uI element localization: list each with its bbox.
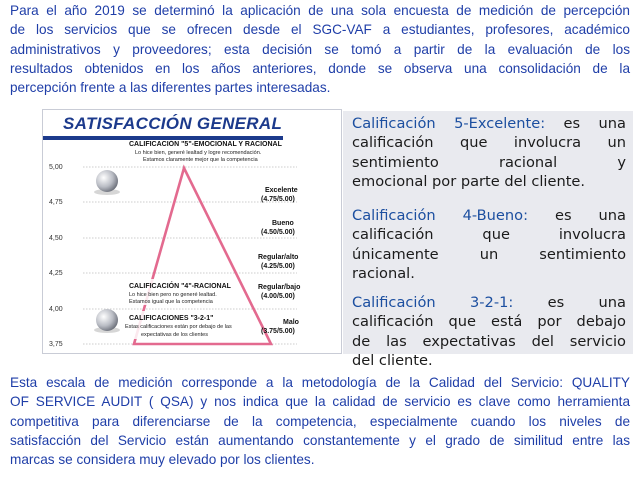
callout-5-line: Estamos claramente mejor que la competencia xyxy=(143,157,258,163)
level-label: Regular/bajo xyxy=(258,284,301,291)
closing-paragraph xyxy=(10,373,630,469)
intro-line: Para el año 2019 se determinó la aplicación de una sola encuesta de medición de percepción xyxy=(10,3,630,18)
level-value: (4.00/5.00) xyxy=(261,293,295,300)
level-label: Bueno xyxy=(272,220,294,227)
rating-text: es una xyxy=(528,207,626,224)
callout-321-title: CALIFICACIONES "3-2-1" xyxy=(129,315,214,322)
rating-block-bueno xyxy=(352,206,626,283)
rating-block-321 xyxy=(352,293,626,370)
rating-text: es una xyxy=(513,294,626,311)
rating-text: sentimiento racional y xyxy=(352,153,626,171)
figure-title: SATISFACCIÓN GENERAL xyxy=(63,114,283,133)
level-label: Regular/alto xyxy=(258,254,299,261)
rating-text: calificación que involucra un xyxy=(352,134,626,152)
level-label: Excelente xyxy=(265,187,298,194)
satisfaction-diagram xyxy=(43,110,341,353)
rating-text: calificación que involucra xyxy=(352,226,626,244)
callout-4-line: Estamos igual que la competencia xyxy=(129,299,213,305)
level-value: (3.75/5.00) xyxy=(261,328,295,335)
rating-text: de las expectativas del servicio xyxy=(352,332,626,350)
rating-text: es una xyxy=(545,115,626,132)
ratings-panel xyxy=(343,111,633,369)
satisfaction-figure xyxy=(42,109,342,354)
closing-line: Esta escala de medición corresponde a la metodología de la Calidad del Servicio: QUALITY xyxy=(10,375,630,390)
axis-tick: 3,75 xyxy=(49,341,63,348)
rating-text: calificación que está por debajo xyxy=(352,313,626,331)
rating-head: Calificación 4-Bueno: xyxy=(352,207,529,224)
intro-line: administrativos y proveedores; esta decisión se tomó a partir de la evaluación de los xyxy=(10,41,630,57)
callout-4-title: CALIFICACIÓN "4"-RACIONAL xyxy=(129,283,231,290)
intro-line: resultados obtenidos en los años anteriores, donde se observa una consolidación de la xyxy=(10,60,630,76)
callout-5-line: Lo hice bien, generé lealtad y logre recomendación. xyxy=(135,150,262,156)
closing-line: OF SERVICE AUDIT ( QSA) y nos indica que la calidad de servicio es clave como herramienta xyxy=(10,394,630,410)
axis-tick: 4,75 xyxy=(49,199,63,206)
title-underline xyxy=(43,136,283,140)
intro-line-last: percepción frente a las diferentes partes interesadas. xyxy=(10,80,331,96)
rating-text: del cliente. xyxy=(352,351,433,369)
intro-line: de los servicios que se ofrecen desde el SGC-VAF a estudiantes, profesores, académico xyxy=(10,22,630,38)
rating-text: únicamente un sentimiento xyxy=(352,245,626,263)
level-label: Malo xyxy=(283,319,299,326)
callout-321-line: expectativas de los clientes xyxy=(141,332,208,338)
axis-tick: 4,50 xyxy=(49,235,63,242)
level-value: (4.50/5.00) xyxy=(261,229,295,236)
closing-line: competitiva para diferenciarse de la competencia, especialmente cuando los niveles de xyxy=(10,413,630,429)
sphere-icon xyxy=(96,309,118,331)
level-value: (4.25/5.00) xyxy=(261,263,295,270)
level-value: (4.75/5.00) xyxy=(261,196,295,203)
axis-tick: 4,00 xyxy=(49,306,63,313)
rating-block-excelente xyxy=(352,114,626,191)
sphere-icon xyxy=(96,170,118,192)
closing-line: satisfacción del Servicio están aumentando constantemente y el grado de similitud entre las xyxy=(10,432,630,448)
callout-4-line: Lo hice bien pero no generé lealtad. xyxy=(129,292,217,298)
rating-head: Calificación 5-Excelente: xyxy=(352,115,546,132)
callout-321-line: Estas calificaciones están por debajo de las xyxy=(125,324,232,330)
callout-5-title: CALIFICACIÓN "5"-EMOCIONAL Y RACIONAL xyxy=(129,141,282,148)
axis-tick: 4,25 xyxy=(49,270,63,277)
intro-paragraph xyxy=(10,1,630,97)
closing-line-last: marcas se considera muy elevado por los clientes. xyxy=(10,452,315,468)
rating-text: emocional por parte del cliente. xyxy=(352,172,586,190)
rating-head: Calificación 3-2-1: xyxy=(352,294,514,311)
axis-tick: 5,00 xyxy=(49,164,63,171)
rating-text: racional. xyxy=(352,264,415,282)
